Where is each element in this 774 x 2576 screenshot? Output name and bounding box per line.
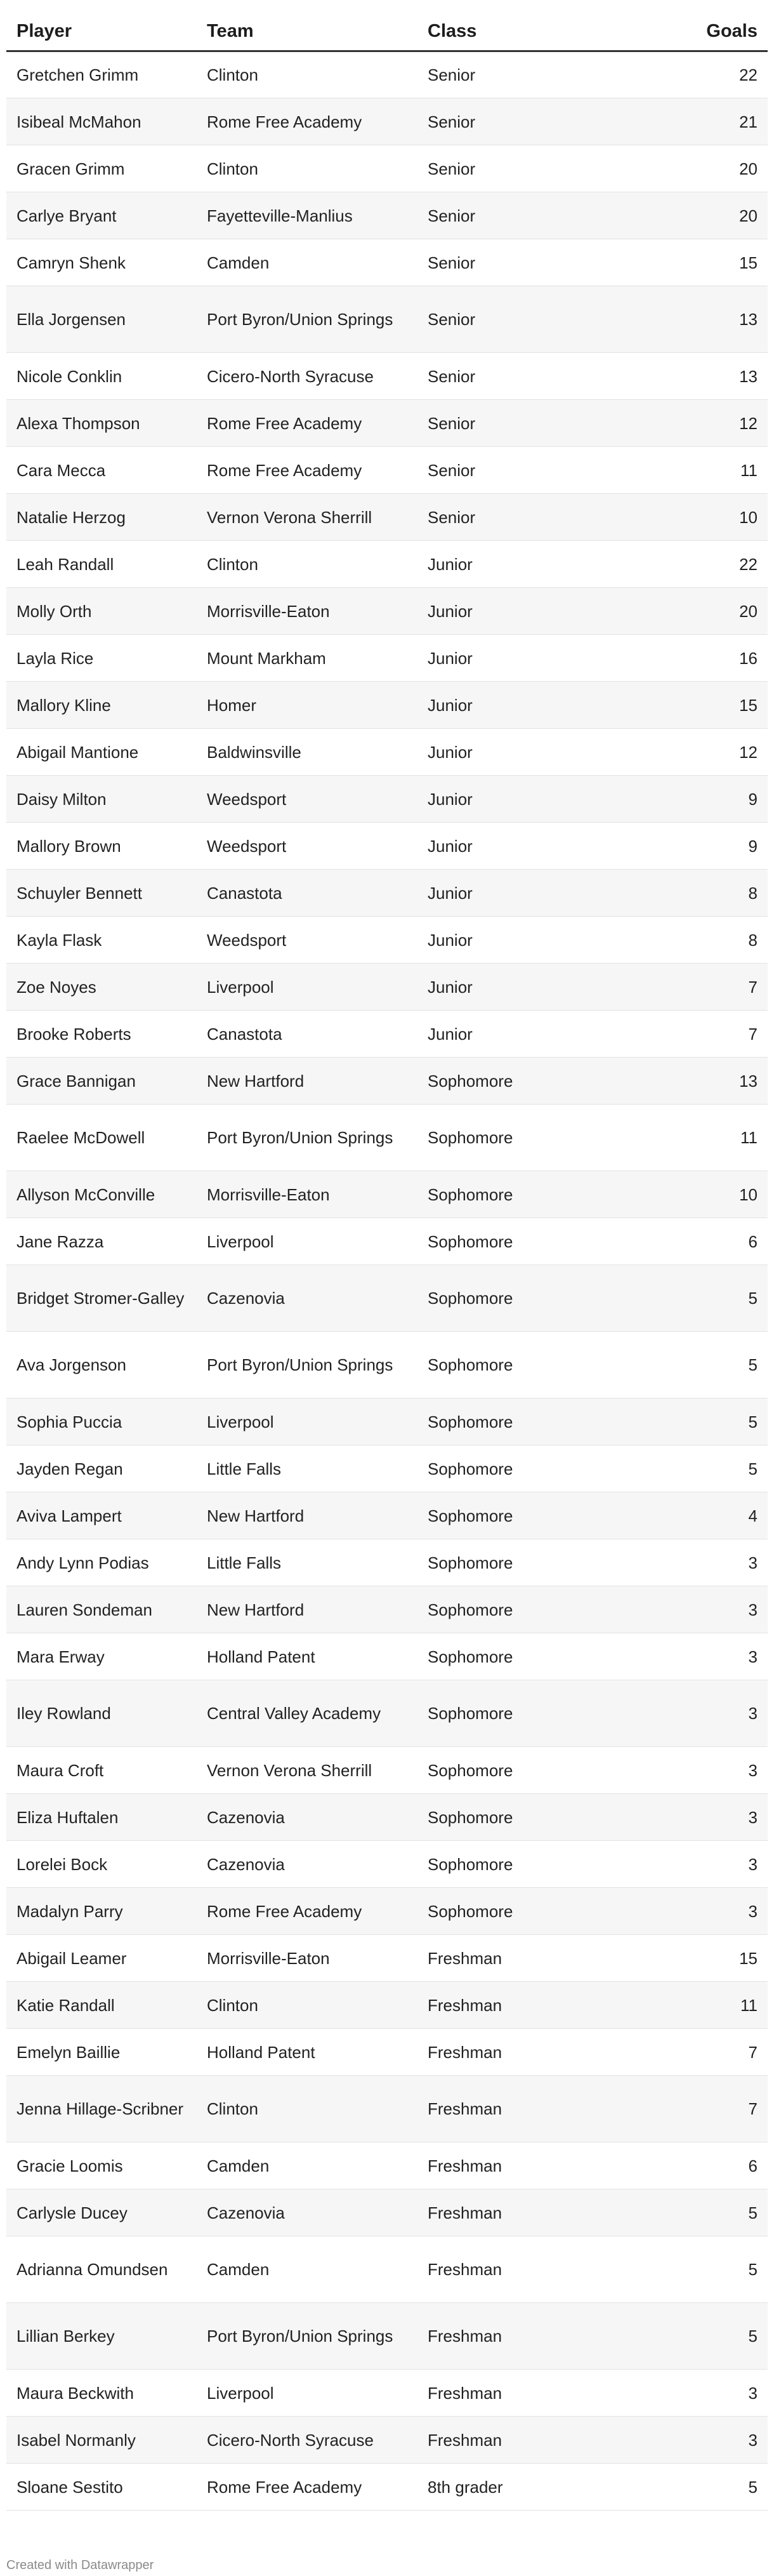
cell-team: New Hartford — [197, 1586, 417, 1633]
table-row — [6, 1398, 768, 1445]
cell-team: Holland Patent — [197, 1633, 417, 1680]
cell-class: Junior — [417, 635, 638, 682]
cell-team: Camden — [197, 2236, 417, 2303]
table-row — [6, 588, 768, 635]
cell-goals: 5 — [638, 2464, 768, 2511]
cell-player: Gracen Grimm — [6, 145, 197, 192]
cell-class: Sophomore — [417, 1265, 638, 1332]
cell-class: 8th grader — [417, 2464, 638, 2511]
cell-player: Jane Razza — [6, 1218, 197, 1265]
table-row — [6, 917, 768, 964]
cell-goals: 13 — [638, 353, 768, 400]
cell-goals: 15 — [638, 1935, 768, 1982]
cell-goals: 8 — [638, 870, 768, 917]
cell-player: Molly Orth — [6, 588, 197, 635]
table-row — [6, 870, 768, 917]
table-row — [6, 1935, 768, 1982]
cell-class: Sophomore — [417, 1888, 638, 1935]
cell-goals: 11 — [638, 1105, 768, 1171]
cell-team: New Hartford — [197, 1492, 417, 1539]
cell-player: Layla Rice — [6, 635, 197, 682]
cell-team: Port Byron/Union Springs — [197, 1332, 417, 1398]
table-row — [6, 447, 768, 494]
table-row — [6, 1794, 768, 1841]
cell-class: Senior — [417, 239, 638, 286]
cell-player: Bridget Stromer-Galley — [6, 1265, 197, 1332]
cell-class: Sophomore — [417, 1841, 638, 1888]
cell-goals: 11 — [638, 447, 768, 494]
table-row — [6, 1332, 768, 1398]
cell-goals: 3 — [638, 2370, 768, 2417]
cell-class: Freshman — [417, 2236, 638, 2303]
table-row — [6, 776, 768, 823]
cell-class: Junior — [417, 823, 638, 870]
cell-class: Junior — [417, 917, 638, 964]
cell-team: Clinton — [197, 2076, 417, 2142]
cell-team: Vernon Verona Sherrill — [197, 1747, 417, 1794]
cell-goals: 4 — [638, 1492, 768, 1539]
cell-class: Senior — [417, 192, 638, 239]
cell-class: Sophomore — [417, 1445, 638, 1492]
cell-player: Carlye Bryant — [6, 192, 197, 239]
cell-class: Freshman — [417, 1982, 638, 2029]
cell-team: Canastota — [197, 870, 417, 917]
cell-goals: 5 — [638, 2189, 768, 2236]
cell-class: Sophomore — [417, 1747, 638, 1794]
cell-goals: 3 — [638, 1633, 768, 1680]
goals-table — [6, 13, 768, 2511]
cell-class: Junior — [417, 964, 638, 1011]
column-header-goals[interactable]: Goals — [638, 13, 768, 51]
cell-team: Liverpool — [197, 1398, 417, 1445]
cell-team: Homer — [197, 682, 417, 729]
cell-team: Vernon Verona Sherrill — [197, 494, 417, 541]
cell-goals: 12 — [638, 400, 768, 447]
table-row — [6, 2370, 768, 2417]
cell-goals: 7 — [638, 1011, 768, 1058]
table-row — [6, 2417, 768, 2464]
cell-goals: 7 — [638, 2029, 768, 2076]
cell-class: Junior — [417, 729, 638, 776]
table-row — [6, 682, 768, 729]
table-row — [6, 51, 768, 98]
cell-team: Weedsport — [197, 823, 417, 870]
table-row — [6, 1633, 768, 1680]
cell-player: Cara Mecca — [6, 447, 197, 494]
table-row — [6, 1058, 768, 1105]
cell-team: Holland Patent — [197, 2029, 417, 2076]
cell-class: Junior — [417, 588, 638, 635]
table-row — [6, 1586, 768, 1633]
cell-player: Adrianna Omundsen — [6, 2236, 197, 2303]
cell-class: Sophomore — [417, 1218, 638, 1265]
cell-player: Iley Rowland — [6, 1680, 197, 1747]
cell-team: Cazenovia — [197, 2189, 417, 2236]
cell-player: Daisy Milton — [6, 776, 197, 823]
cell-goals: 3 — [638, 2417, 768, 2464]
cell-team: Cicero-North Syracuse — [197, 353, 417, 400]
cell-goals: 15 — [638, 682, 768, 729]
cell-class: Freshman — [417, 2076, 638, 2142]
cell-player: Grace Bannigan — [6, 1058, 197, 1105]
cell-team: Cazenovia — [197, 1794, 417, 1841]
cell-team: Rome Free Academy — [197, 400, 417, 447]
cell-goals: 7 — [638, 2076, 768, 2142]
cell-class: Sophomore — [417, 1171, 638, 1218]
cell-class: Sophomore — [417, 1539, 638, 1586]
cell-player: Lillian Berkey — [6, 2303, 197, 2370]
cell-player: Zoe Noyes — [6, 964, 197, 1011]
cell-goals: 7 — [638, 964, 768, 1011]
cell-goals: 3 — [638, 1794, 768, 1841]
cell-goals: 8 — [638, 917, 768, 964]
cell-goals: 3 — [638, 1888, 768, 1935]
cell-player: Isibeal McMahon — [6, 98, 197, 145]
cell-class: Junior — [417, 870, 638, 917]
cell-class: Junior — [417, 682, 638, 729]
cell-goals: 20 — [638, 145, 768, 192]
cell-player: Sloane Sestito — [6, 2464, 197, 2511]
cell-player: Jenna Hillage-Scribner — [6, 2076, 197, 2142]
table-row — [6, 1747, 768, 1794]
table-row — [6, 400, 768, 447]
table-row — [6, 1888, 768, 1935]
cell-player: Maura Beckwith — [6, 2370, 197, 2417]
cell-player: Gretchen Grimm — [6, 51, 197, 98]
cell-team: Rome Free Academy — [197, 98, 417, 145]
table-header — [6, 13, 768, 51]
cell-class: Senior — [417, 145, 638, 192]
table-row — [6, 145, 768, 192]
cell-player: Leah Randall — [6, 541, 197, 588]
cell-team: Cicero-North Syracuse — [197, 2417, 417, 2464]
table-row — [6, 2189, 768, 2236]
cell-goals: 13 — [638, 286, 768, 353]
table-row — [6, 2029, 768, 2076]
column-header-team[interactable]: Team — [197, 13, 417, 51]
cell-goals: 5 — [638, 1332, 768, 1398]
cell-team: Canastota — [197, 1011, 417, 1058]
cell-goals: 5 — [638, 1265, 768, 1332]
cell-class: Senior — [417, 98, 638, 145]
cell-goals: 6 — [638, 1218, 768, 1265]
cell-class: Freshman — [417, 2029, 638, 2076]
cell-team: Baldwinsville — [197, 729, 417, 776]
cell-class: Freshman — [417, 2189, 638, 2236]
cell-player: Schuyler Bennett — [6, 870, 197, 917]
table-row — [6, 1011, 768, 1058]
cell-team: Camden — [197, 2142, 417, 2189]
cell-team: Morrisville-Eaton — [197, 588, 417, 635]
table-row — [6, 635, 768, 682]
table-row — [6, 2303, 768, 2370]
cell-team: New Hartford — [197, 1058, 417, 1105]
cell-goals: 5 — [638, 2303, 768, 2370]
cell-goals: 20 — [638, 588, 768, 635]
cell-player: Ella Jorgensen — [6, 286, 197, 353]
cell-goals: 21 — [638, 98, 768, 145]
cell-team: Clinton — [197, 541, 417, 588]
cell-team: Little Falls — [197, 1445, 417, 1492]
cell-player: Aviva Lampert — [6, 1492, 197, 1539]
cell-player: Jayden Regan — [6, 1445, 197, 1492]
cell-player: Camryn Shenk — [6, 239, 197, 286]
cell-class: Junior — [417, 776, 638, 823]
header-row — [6, 13, 768, 51]
cell-team: Morrisville-Eaton — [197, 1171, 417, 1218]
cell-player: Abigail Mantione — [6, 729, 197, 776]
table-row — [6, 1539, 768, 1586]
cell-player: Mallory Brown — [6, 823, 197, 870]
table-row — [6, 1492, 768, 1539]
cell-player: Carlysle Ducey — [6, 2189, 197, 2236]
cell-team: Cazenovia — [197, 1265, 417, 1332]
cell-class: Sophomore — [417, 1058, 638, 1105]
cell-player: Lauren Sondeman — [6, 1586, 197, 1633]
column-header-player[interactable]: Player — [6, 13, 197, 51]
cell-class: Sophomore — [417, 1398, 638, 1445]
cell-team: Mount Markham — [197, 635, 417, 682]
cell-team: Weedsport — [197, 917, 417, 964]
table-row — [6, 1841, 768, 1888]
table-body — [6, 51, 768, 2511]
cell-goals: 3 — [638, 1841, 768, 1888]
cell-player: Raelee McDowell — [6, 1105, 197, 1171]
cell-goals: 20 — [638, 192, 768, 239]
cell-goals: 3 — [638, 1680, 768, 1747]
cell-class: Senior — [417, 400, 638, 447]
cell-goals: 15 — [638, 239, 768, 286]
cell-player: Ava Jorgenson — [6, 1332, 197, 1398]
cell-goals: 3 — [638, 1747, 768, 1794]
cell-goals: 13 — [638, 1058, 768, 1105]
cell-player: Eliza Huftalen — [6, 1794, 197, 1841]
cell-player: Natalie Herzog — [6, 494, 197, 541]
cell-player: Abigail Leamer — [6, 1935, 197, 1982]
table-row — [6, 494, 768, 541]
cell-goals: 3 — [638, 1539, 768, 1586]
cell-class: Sophomore — [417, 1586, 638, 1633]
cell-player: Mara Erway — [6, 1633, 197, 1680]
cell-team: Clinton — [197, 145, 417, 192]
cell-goals: 12 — [638, 729, 768, 776]
cell-class: Sophomore — [417, 1332, 638, 1398]
cell-class: Freshman — [417, 2417, 638, 2464]
cell-player: Brooke Roberts — [6, 1011, 197, 1058]
table-row — [6, 1445, 768, 1492]
cell-player: Mallory Kline — [6, 682, 197, 729]
datawrapper-credit[interactable]: Created with Datawrapper — [6, 2558, 154, 2572]
cell-goals: 3 — [638, 1586, 768, 1633]
cell-player: Lorelei Bock — [6, 1841, 197, 1888]
table-row — [6, 729, 768, 776]
cell-goals: 5 — [638, 1445, 768, 1492]
cell-class: Freshman — [417, 2303, 638, 2370]
cell-class: Freshman — [417, 1935, 638, 1982]
cell-player: Sophia Puccia — [6, 1398, 197, 1445]
cell-class: Sophomore — [417, 1633, 638, 1680]
cell-goals: 6 — [638, 2142, 768, 2189]
cell-team: Liverpool — [197, 1218, 417, 1265]
table-row — [6, 98, 768, 145]
cell-class: Senior — [417, 494, 638, 541]
cell-team: Rome Free Academy — [197, 2464, 417, 2511]
cell-team: Port Byron/Union Springs — [197, 2303, 417, 2370]
cell-player: Maura Croft — [6, 1747, 197, 1794]
cell-team: Liverpool — [197, 964, 417, 1011]
cell-class: Senior — [417, 51, 638, 98]
cell-goals: 11 — [638, 1982, 768, 2029]
table-row — [6, 239, 768, 286]
cell-player: Kayla Flask — [6, 917, 197, 964]
cell-class: Junior — [417, 541, 638, 588]
cell-class: Junior — [417, 1011, 638, 1058]
cell-goals: 9 — [638, 823, 768, 870]
cell-class: Sophomore — [417, 1492, 638, 1539]
cell-player: Emelyn Baillie — [6, 2029, 197, 2076]
cell-goals: 9 — [638, 776, 768, 823]
cell-team: Cazenovia — [197, 1841, 417, 1888]
table-row — [6, 964, 768, 1011]
cell-team: Weedsport — [197, 776, 417, 823]
cell-team: Clinton — [197, 1982, 417, 2029]
column-header-class[interactable]: Class — [417, 13, 638, 51]
cell-class: Sophomore — [417, 1794, 638, 1841]
cell-goals: 5 — [638, 2236, 768, 2303]
cell-team: Clinton — [197, 51, 417, 98]
cell-class: Freshman — [417, 2370, 638, 2417]
table-row — [6, 1680, 768, 1747]
cell-player: Andy Lynn Podias — [6, 1539, 197, 1586]
cell-team: Rome Free Academy — [197, 1888, 417, 1935]
cell-team: Port Byron/Union Springs — [197, 286, 417, 353]
table-row — [6, 1171, 768, 1218]
cell-player: Gracie Loomis — [6, 2142, 197, 2189]
cell-goals: 10 — [638, 1171, 768, 1218]
cell-player: Nicole Conklin — [6, 353, 197, 400]
cell-player: Madalyn Parry — [6, 1888, 197, 1935]
table-row — [6, 2142, 768, 2189]
cell-goals: 10 — [638, 494, 768, 541]
cell-class: Senior — [417, 286, 638, 353]
cell-class: Sophomore — [417, 1680, 638, 1747]
cell-team: Little Falls — [197, 1539, 417, 1586]
cell-goals: 22 — [638, 541, 768, 588]
table-row — [6, 286, 768, 353]
cell-team: Camden — [197, 239, 417, 286]
table-row — [6, 353, 768, 400]
table-row — [6, 823, 768, 870]
cell-class: Sophomore — [417, 1105, 638, 1171]
cell-goals: 16 — [638, 635, 768, 682]
cell-player: Alexa Thompson — [6, 400, 197, 447]
table-row — [6, 1265, 768, 1332]
table-row — [6, 1105, 768, 1171]
table-row — [6, 1218, 768, 1265]
table-row — [6, 2464, 768, 2511]
cell-class: Freshman — [417, 2142, 638, 2189]
cell-team: Port Byron/Union Springs — [197, 1105, 417, 1171]
table-row — [6, 2236, 768, 2303]
table-row — [6, 1982, 768, 2029]
cell-class: Senior — [417, 353, 638, 400]
cell-team: Morrisville-Eaton — [197, 1935, 417, 1982]
cell-team: Liverpool — [197, 2370, 417, 2417]
cell-team: Fayetteville-Manlius — [197, 192, 417, 239]
cell-team: Central Valley Academy — [197, 1680, 417, 1747]
cell-player: Katie Randall — [6, 1982, 197, 2029]
cell-goals: 5 — [638, 1398, 768, 1445]
cell-player: Isabel Normanly — [6, 2417, 197, 2464]
cell-class: Senior — [417, 447, 638, 494]
table-row — [6, 192, 768, 239]
table-row — [6, 2076, 768, 2142]
cell-goals: 22 — [638, 51, 768, 98]
cell-team: Rome Free Academy — [197, 447, 417, 494]
cell-player: Allyson McConville — [6, 1171, 197, 1218]
table-row — [6, 541, 768, 588]
